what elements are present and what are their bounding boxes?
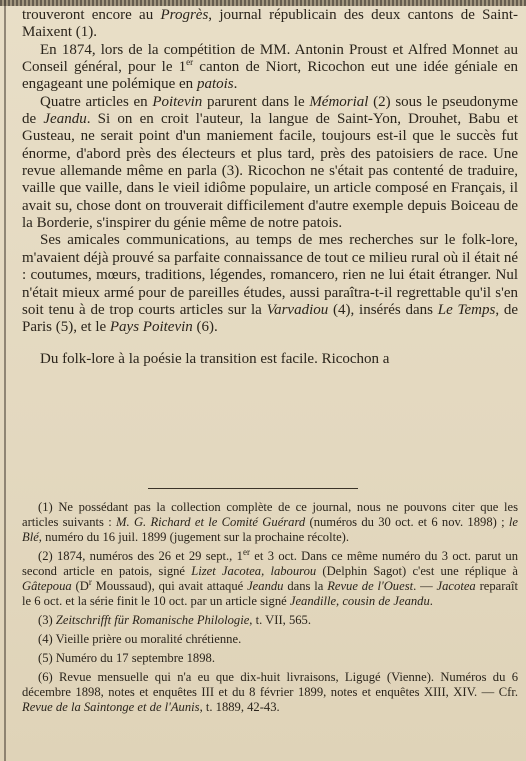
footnote-separator: [148, 488, 358, 489]
footnote-6: (6) Revue mensuelle qui n'a eu que dix-huit livraisons, Ligugé (Vienne). Numéros du 6 décembre 1898, notes et enquêtes III et du 8 février 1899, notes et enquêtes XIII, XIV. — Cfr. Revue de la Saintonge et de l'Aunis, t. 1889, 42-43.: [22, 670, 518, 714]
paragraph-1874: En 1874, lors de la compétition de MM. Antonin Proust et Alfred Monnet au Conseil général, pour le 1er canton de Niort, Ricochon eut une idée géniale en engageant une polémique en patois.: [22, 41, 518, 93]
footnotes: [22, 500, 518, 719]
footnote-3: (3) Zeitschrifft für Romanische Philologie, t. VII, 565.: [38, 613, 311, 627]
paragraph-folk-lore: Du folk-lore à la poésie la transition est facile. Ricochon a: [40, 350, 390, 367]
main-text: [22, 7, 518, 368]
top-border-rule: [0, 0, 526, 6]
paragraph-quatre-articles: Quatre articles en Poitevin parurent dans le Mémorial (2) sous le pseudonyme de Jeandu. Si on en croit l'auteur, la langue de Saint-Yon, Drouhet, Babu et Gusteau, ne serait point d'un maniement facile, toujours est-il que le succès fut énorme, d'abord près des électeurs et plus tard, près des patoisiers de race. Une revue allemande même en parla (3). Ricochon ne s'était pas contenté de traduire, vaille que vaille, dans le vieil idiôme populaire, un article composé en Français, il avait su, chose dont on trouverait difficilement d'autre exemple depuis Boiceau de la Borderie, s'inspirer du génie même de notre patois.: [22, 93, 519, 232]
paragraph-communications: Ses amicales communications, au temps de mes recherches sur le folk-lore, m'avaient déjà prouvé sa parfaite connaissance de tout ce milieu rural où il était né : coutumes, mœurs, traditions, légendes, romancero, rien ne lui était étranger. Nul n'était mieux armé pour de pareilles études, aussi paraîtra-t-il regrettable qu'il s'en soit tenu à de trop courts articles sur la Varvadiou (4), insérés dans Le Temps, de Paris (5), et le Pays Poitevin (6).: [22, 232, 518, 336]
footnote-5: (5) Numéro du 17 septembre 1898.: [38, 651, 215, 665]
footnote-4: (4) Vieille prière ou moralité chrétienne.: [38, 632, 242, 646]
paragraph-continuation: trouveront encore au Progrès, journal républicain des deux cantons de Saint-Maixent (1).: [22, 7, 519, 41]
footnote-2: (2) 1874, numéros des 26 et 29 sept., 1er et 3 oct. Dans ce même numéro du 3 oct. parut un second article en patois, signé Lizet Jacotea, labourou (Delphin Sagot) c'est une réplique à Gâtepoua ($D^r$ Moussaud), qui avait attaqué Jeandu dans la Revue de l'Ouest. — Jacotea reparaît le 6 oct. et la série finit le 10 oct. par un article signé Jeandille, cousin de Jeandu.: [22, 546, 519, 608]
left-border-rule: [4, 0, 6, 761]
footnote-1: (1) Ne possédant pas la collection complète de ce journal, nous ne pouvons citer que les articles suivants : M. G. Richard et le Comité Guérard (numéros du 30 oct. et 6 nov. 1898) ; le Blé, numéro du 16 juil. 1899 (jugement sur la prochaine récolte).: [22, 500, 518, 544]
